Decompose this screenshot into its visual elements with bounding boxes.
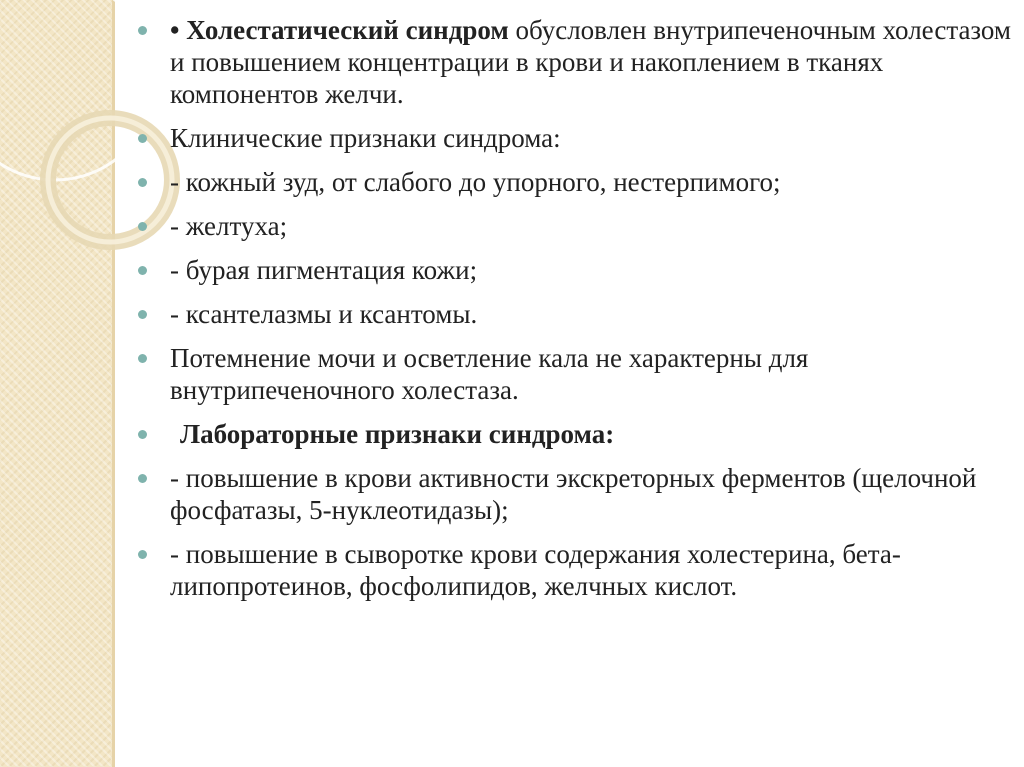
bullet-text: - повышение в сыворотке крови содержания холестерина, бета-липопротеинов, фосфолипидов, желчных кислот. xyxy=(170,539,901,601)
bullet-dot-icon xyxy=(138,266,147,275)
bullet-text: - бурая пигментация кожи; xyxy=(170,255,478,285)
bullet-item-cholestatic-syndrome xyxy=(138,14,1014,110)
bullet-text: Потемнение мочи и осветление кала не характерны для внутрипеченочного холестаза. xyxy=(170,343,809,405)
bullet-text: - ксантелазмы и ксантомы. xyxy=(170,299,478,329)
bullet-text: обусловлен внутрипеченочным холестазом и повышением концентрации в крови и накоплением в тканях компонентов желчи. xyxy=(170,15,1012,109)
bullet-item-xanthelasma xyxy=(138,298,1014,330)
bullet-dot-icon xyxy=(138,26,147,35)
bullet-item-clinical-signs xyxy=(138,122,1014,154)
bullet-dot-icon xyxy=(138,222,147,231)
bullet-list xyxy=(138,14,1014,614)
bullet-dot-icon xyxy=(138,134,147,143)
bullet-dot-icon xyxy=(138,310,147,319)
bullet-dot-icon xyxy=(138,474,147,483)
bullet-item-serum-lipids xyxy=(138,538,1014,602)
bullet-item-lab-signs xyxy=(138,418,1014,450)
bullet-item-jaundice xyxy=(138,210,1014,242)
bullet-dot-icon xyxy=(138,550,147,559)
bullet-item-pigmentation xyxy=(138,254,1014,286)
bullet-lead: Лабораторные признаки синдрома: xyxy=(180,419,615,449)
bullet-lead: • Холестатический синдром xyxy=(170,15,509,45)
bullet-dot-icon xyxy=(138,430,147,439)
bullet-item-enzymes xyxy=(138,462,1014,526)
bullet-item-urine-stool xyxy=(138,342,1014,406)
bullet-text: - повышение в крови активности экскреторных ферментов (щелочной фосфатазы, 5-нуклеотидазы); xyxy=(170,463,977,525)
bullet-text: Клинические признаки синдрома: xyxy=(170,123,561,153)
bullet-dot-icon xyxy=(138,354,147,363)
bullet-text: - желтуха; xyxy=(170,211,288,241)
bullet-text: - кожный зуд, от слабого до упорного, нестерпимого; xyxy=(170,167,781,197)
bullet-dot-icon xyxy=(138,178,147,187)
bullet-item-itching xyxy=(138,166,1014,198)
